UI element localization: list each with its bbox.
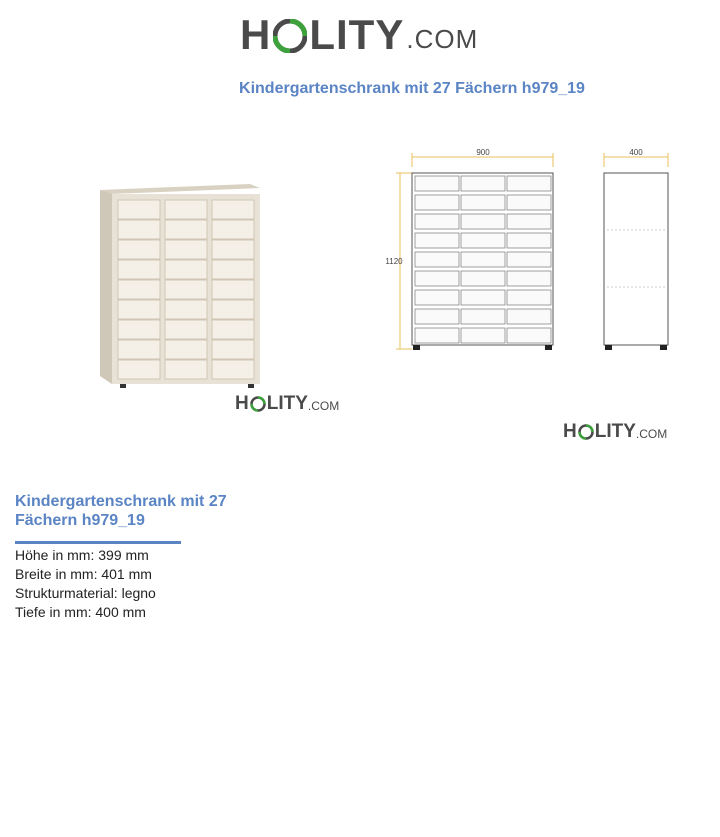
logo-o-icon: [273, 18, 307, 52]
holity-logo-drawing: [563, 422, 667, 441]
logo-letters: LITY: [266, 393, 308, 414]
depth-dimension-label: 400: [629, 148, 643, 157]
product-title: [15, 492, 255, 530]
logo-letters: LITY: [594, 421, 636, 442]
logo-domain: .COM: [406, 24, 479, 54]
logo-letter-h: H: [563, 421, 577, 442]
holity-logo-small: [235, 394, 339, 413]
logo-domain: .COM: [635, 427, 668, 441]
spec-list: [15, 546, 156, 622]
product-image: [90, 178, 270, 390]
height-dimension-label: 1120: [385, 257, 403, 266]
technical-drawing: [380, 145, 680, 357]
logo-letter-h: H: [235, 393, 249, 414]
page-title: Kindergartenschrank mit 27 Fächern h979_19: [239, 80, 585, 97]
spec-width: Breite in mm: 401 mm: [15, 566, 152, 582]
logo-o-icon: [578, 424, 594, 440]
spec-depth: Tiefe in mm: 400 mm: [15, 604, 146, 620]
product-title-line2: Fächern h979_19: [15, 512, 145, 529]
product-title-line1: Kindergartenschrank mit 27: [15, 493, 227, 510]
spec-height: Höhe in mm: 399 mm: [15, 547, 149, 563]
logo-letter-h: H: [240, 11, 272, 58]
title-divider: [15, 541, 181, 544]
holity-logo[interactable]: [240, 11, 479, 58]
logo-domain: .COM: [307, 399, 340, 413]
spec-material: Strukturmaterial: legno: [15, 585, 156, 601]
logo-o-icon: [250, 396, 266, 412]
width-dimension-label: 900: [476, 148, 490, 157]
logo-letters: LITY: [309, 11, 405, 58]
